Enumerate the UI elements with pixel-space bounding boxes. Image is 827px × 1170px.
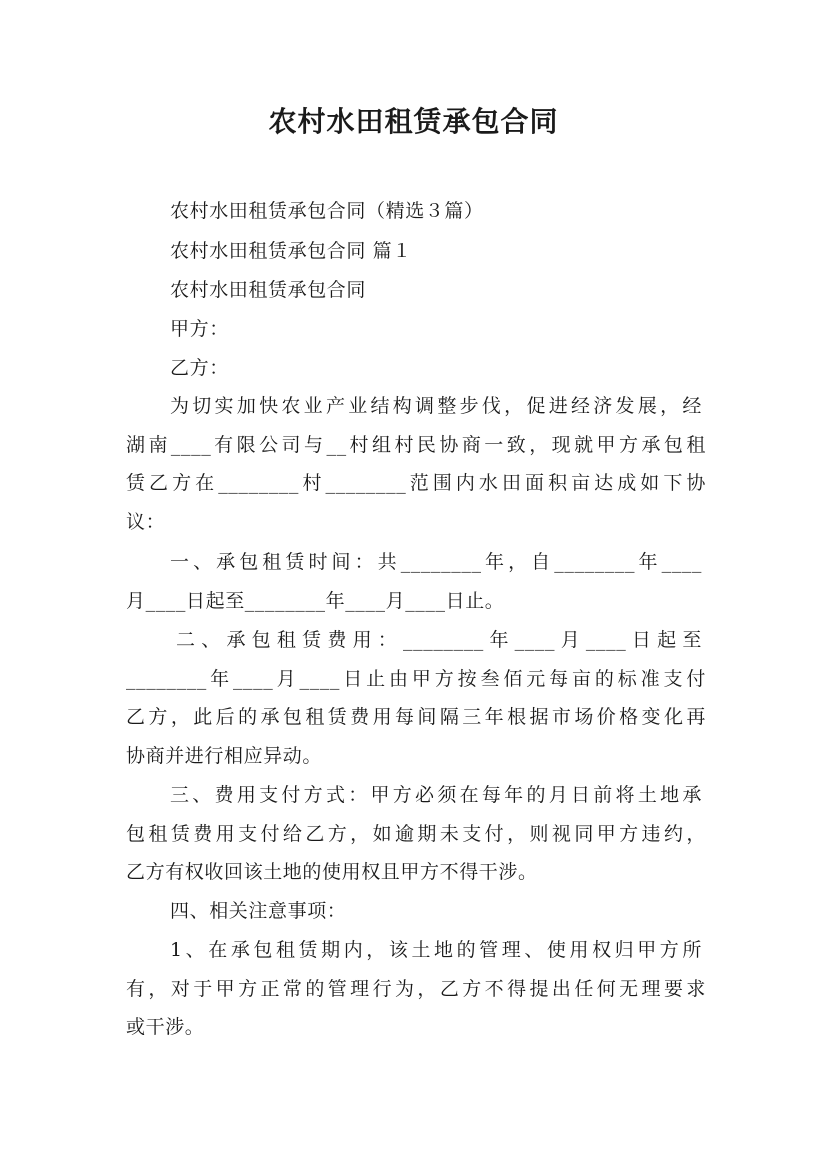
subtitle-line: 农村水田租赁承包合同（精选３篇） [170,200,484,222]
clause-2-line: 协商并进行相应异动。 [126,745,323,767]
clause-4-item-line: 1、在承包租赁期内，该土地的管理、使用权归甲方所 [170,939,702,961]
contract-name: 农村水田租赁承包合同 [170,279,367,301]
clause-3-line: 乙方有权收回该土地的使用权且甲方不得干涉。 [126,861,538,883]
clause-4-heading: 四、相关注意事项： [170,900,347,922]
paragraph-line: 赁乙方在________村________范围内水田面积亩达成如下协 [126,472,706,494]
clause-2-line: 二、承包租赁费用：________年____月____日起至 [176,629,702,651]
clause-4-item-line: 有，对于甲方正常的管理行为，乙方不得提出任何无理要求 [126,978,706,1000]
clause-2-line: 乙方，此后的承包租赁费用每间隔三年根据市场价格变化再 [126,706,706,728]
section-heading: 农村水田租赁承包合同 篇１ [170,240,412,262]
document-title: 农村水田租赁承包合同 [268,105,559,138]
party-b-label: 乙方： [170,357,229,379]
clause-1-line: 一、承包租赁时间：共________年，自________年____ [170,551,702,573]
clause-3-line: 三、费用支付方式：甲方必须在每年的月日前将土地承 [170,784,702,806]
clause-4-item-line: 或干涉。 [126,1016,205,1038]
clause-3-line: 包租赁费用支付给乙方，如逾期未支付，则视同甲方违约， [126,823,706,845]
clause-1-line: 月____日起至________年____月____日止。 [126,590,505,612]
paragraph-line: 议： [126,511,166,533]
clause-2-line: ________年____月____日止由甲方按叁佰元每亩的标准支付 [126,668,706,690]
paragraph-line: 湖南____有限公司与__村组村民协商一致，现就甲方承包租 [126,434,706,456]
paragraph-line: 为切实加快农业产业结构调整步伐，促进经济发展，经 [170,395,702,417]
party-a-label: 甲方： [170,318,229,340]
